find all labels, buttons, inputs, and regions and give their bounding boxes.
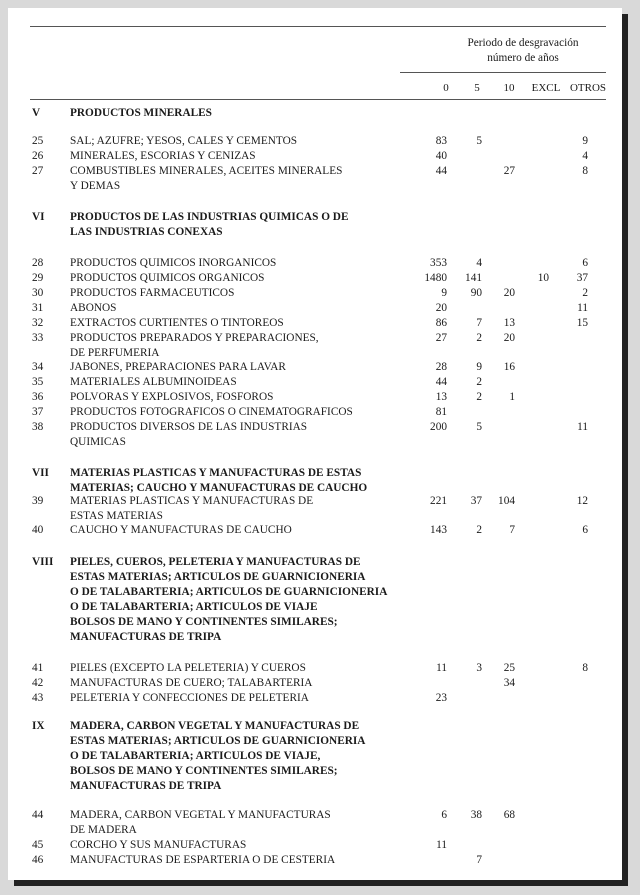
col-otros-value: 11	[577, 421, 588, 433]
col-5-value: 2	[476, 376, 482, 388]
chapter-code: 37	[32, 406, 44, 418]
chapter-code: 31	[32, 302, 44, 314]
col-0-value: 81	[435, 406, 447, 418]
section-title: ESTAS MATERIAS; ARTICULOS DE GUARNICIONERIA	[70, 735, 366, 747]
section-title: MANUFACTURAS DE TRIPA	[70, 631, 222, 643]
col-10-value: 20	[503, 287, 515, 299]
chapter-description: MANUFACTURAS DE CUERO; TALABARTERIA	[70, 677, 313, 689]
chapter-code: 26	[32, 150, 44, 162]
chapter-description: MATERIALES ALBUMINOIDEAS	[70, 376, 237, 388]
col-5-value: 4	[476, 257, 482, 269]
col-10-value: 68	[503, 809, 515, 821]
section-title: O DE TALABARTERIA; ARTICULOS DE VIAJE,	[70, 750, 321, 762]
section-number: IX	[32, 720, 45, 732]
chapter-code: 25	[32, 135, 44, 147]
col-0-value: 143	[430, 524, 447, 536]
chapter-description: PRODUCTOS PREPARADOS Y PREPARACIONES,	[70, 332, 319, 344]
chapter-code: 29	[32, 272, 44, 284]
chapter-code: 43	[32, 692, 44, 704]
col-10-value: 20	[503, 332, 515, 344]
col-0-value: 353	[430, 257, 447, 269]
col-excl-value: 10	[537, 272, 549, 284]
column-header-10: 10	[503, 82, 515, 94]
col-0-value: 27	[435, 332, 447, 344]
chapter-code: 30	[32, 287, 44, 299]
chapter-description: MATERIAS PLASTICAS Y MANUFACTURAS DE	[70, 495, 314, 507]
section-title: MADERA, CARBON VEGETAL Y MANUFACTURAS DE	[70, 720, 360, 732]
section-title: PIELES, CUEROS, PELETERIA Y MANUFACTURAS DE	[70, 556, 361, 568]
section-title: PRODUCTOS MINERALES	[70, 107, 212, 119]
section-title: BOLSOS DE MANO Y CONTINENTES SIMILARES;	[70, 616, 338, 628]
col-5-value: 141	[465, 272, 482, 284]
section-number: VI	[32, 211, 45, 223]
section-title: BOLSOS DE MANO Y CONTINENTES SIMILARES;	[70, 765, 338, 777]
section-title: LAS INDUSTRIAS CONEXAS	[70, 226, 223, 238]
chapter-description: SAL; AZUFRE; YESOS, CALES Y CEMENTOS	[70, 135, 298, 147]
chapter-description: CORCHO Y SUS MANUFACTURAS	[70, 839, 247, 851]
chapter-description: COMBUSTIBLES MINERALES, ACEITES MINERALES	[70, 165, 343, 177]
col-0-value: 221	[430, 495, 447, 507]
section-title: MATERIAS PLASTICAS Y MANUFACTURAS DE ESTAS	[70, 467, 362, 479]
chapter-description: ESTAS MATERIAS	[70, 510, 163, 522]
col-otros-value: 2	[582, 287, 588, 299]
column-header-0: 0	[443, 82, 449, 94]
col-0-value: 11	[436, 662, 447, 674]
col-5-value: 2	[476, 524, 482, 536]
col-otros-value: 37	[576, 272, 588, 284]
chapter-description: PELETERIA Y CONFECCIONES DE PELETERIA	[70, 692, 309, 704]
chapter-description: QUIMICAS	[70, 436, 126, 448]
col-otros-value: 6	[582, 257, 588, 269]
col-otros-value: 8	[582, 165, 588, 177]
document-page	[8, 8, 622, 880]
col-0-value: 13	[435, 391, 447, 403]
col-0-value: 86	[435, 317, 447, 329]
col-10-value: 16	[503, 361, 515, 373]
chapter-description: MINERALES, ESCORIAS Y CENIZAS	[70, 150, 256, 162]
col-5-value: 9	[476, 361, 482, 373]
col-otros-value: 12	[576, 495, 588, 507]
chapter-code: 40	[32, 524, 44, 536]
section-title: MANUFACTURAS DE TRIPA	[70, 780, 222, 792]
chapter-code: 46	[32, 854, 44, 866]
chapter-description: Y DEMAS	[70, 180, 121, 192]
chapter-code: 28	[32, 257, 44, 269]
chapter-code: 27	[32, 165, 44, 177]
col-otros-value: 4	[582, 150, 588, 162]
chapter-code: 36	[32, 391, 44, 403]
col-0-value: 44	[435, 165, 447, 177]
chapter-description: MANUFACTURAS DE ESPARTERIA O DE CESTERIA	[70, 854, 336, 866]
chapter-code: 41	[32, 662, 44, 674]
section-number: VIII	[32, 556, 54, 568]
col-0-value: 44	[435, 376, 447, 388]
col-5-value: 2	[476, 391, 482, 403]
col-5-value: 5	[476, 135, 482, 147]
chapter-description: CAUCHO Y MANUFACTURAS DE CAUCHO	[70, 524, 292, 536]
section-number: VII	[32, 467, 49, 479]
chapter-description: PRODUCTOS FOTOGRAFICOS O CINEMATOGRAFICOS	[70, 406, 353, 418]
section-number: V	[32, 107, 41, 119]
col-0-value: 20	[435, 302, 447, 314]
chapter-description: DE MADERA	[70, 824, 137, 836]
col-5-value: 7	[476, 854, 482, 866]
col-5-value: 37	[470, 495, 482, 507]
col-0-value: 6	[441, 809, 447, 821]
chapter-code: 33	[32, 332, 44, 344]
chapter-code: 34	[32, 361, 44, 373]
column-header-otros: OTROS	[569, 82, 607, 94]
chapter-description: PRODUCTOS FARMACEUTICOS	[70, 287, 235, 299]
col-10-value: 27	[503, 165, 515, 177]
period-header	[438, 36, 608, 66]
col-0-value: 23	[435, 692, 447, 704]
col-5-value: 5	[476, 421, 482, 433]
col-0-value: 1480	[424, 272, 447, 284]
period-header-line2: número de años	[487, 52, 559, 64]
chapter-code: 42	[32, 677, 44, 689]
chapter-description: JABONES, PREPARACIONES PARA LAVAR	[70, 361, 286, 373]
period-header-line1: Periodo de desgravación	[467, 37, 579, 49]
col-otros-value: 8	[582, 662, 588, 674]
chapter-description: PRODUCTOS QUIMICOS INORGANICOS	[70, 257, 277, 269]
section-title: O DE TALABARTERIA; ARTICULOS DE VIAJE	[70, 601, 318, 613]
section-title: MATERIAS; CAUCHO Y MANUFACTURAS DE CAUCHO	[70, 482, 368, 494]
col-0-value: 11	[436, 839, 447, 851]
col-5-value: 38	[470, 809, 482, 821]
col-10-value: 7	[509, 524, 515, 536]
col-otros-value: 15	[576, 317, 588, 329]
chapter-description: PRODUCTOS DIVERSOS DE LAS INDUSTRIAS	[70, 421, 308, 433]
column-header-5: 5	[474, 82, 480, 94]
col-5-value: 3	[476, 662, 482, 674]
col-10-value: 25	[503, 662, 515, 674]
col-0-value: 200	[430, 421, 447, 433]
header-bottom-rule	[30, 99, 606, 100]
col-otros-value: 6	[582, 524, 588, 536]
col-5-value: 2	[476, 332, 482, 344]
chapter-code: 32	[32, 317, 44, 329]
col-otros-value: 11	[577, 302, 588, 314]
header-mid-rule	[400, 72, 606, 73]
section-title: PRODUCTOS DE LAS INDUSTRIAS QUIMICAS O DE	[70, 211, 349, 223]
chapter-code: 44	[32, 809, 44, 821]
col-5-value: 90	[470, 287, 482, 299]
col-0-value: 40	[435, 150, 447, 162]
col-otros-value: 9	[582, 135, 588, 147]
col-10-value: 1	[509, 391, 515, 403]
chapter-description: MADERA, CARBON VEGETAL Y MANUFACTURAS	[70, 809, 331, 821]
chapter-description: PIELES (EXCEPTO LA PELETERIA) Y CUEROS	[70, 662, 306, 674]
col-10-value: 104	[498, 495, 515, 507]
col-0-value: 28	[435, 361, 447, 373]
chapter-code: 39	[32, 495, 44, 507]
chapter-code: 38	[32, 421, 44, 433]
section-title: ESTAS MATERIAS; ARTICULOS DE GUARNICIONERIA	[70, 571, 366, 583]
col-10-value: 13	[503, 317, 515, 329]
chapter-description: EXTRACTOS CURTIENTES O TINTOREOS	[70, 317, 284, 329]
chapter-description: PRODUCTOS QUIMICOS ORGANICOS	[70, 272, 265, 284]
chapter-description: POLVORAS Y EXPLOSIVOS, FOSFOROS	[70, 391, 274, 403]
col-10-value: 34	[503, 677, 515, 689]
col-5-value: 7	[476, 317, 482, 329]
col-0-value: 83	[435, 135, 447, 147]
chapter-description: ABONOS	[70, 302, 117, 314]
column-header-excl: EXCL	[531, 82, 561, 94]
chapter-code: 35	[32, 376, 44, 388]
col-0-value: 9	[441, 287, 447, 299]
chapter-code: 45	[32, 839, 44, 851]
chapter-description: DE PERFUMERIA	[70, 347, 160, 359]
top-rule	[30, 26, 606, 27]
section-title: O DE TALABARTERIA; ARTICULOS DE GUARNICIONERIA	[70, 586, 388, 598]
